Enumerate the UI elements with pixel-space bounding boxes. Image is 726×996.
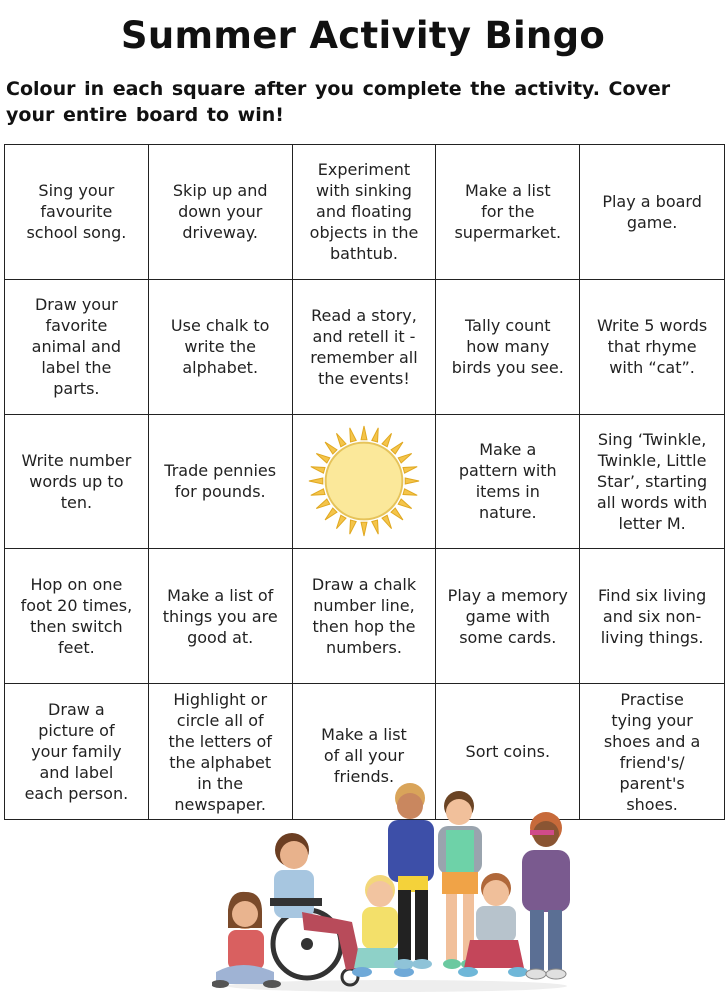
bingo-square[interactable] — [149, 549, 293, 684]
bingo-square[interactable] — [149, 280, 293, 415]
bingo-square[interactable] — [5, 415, 149, 550]
bingo-square[interactable] — [436, 145, 580, 280]
children-group-illustration — [212, 772, 582, 994]
bingo-square[interactable] — [580, 415, 724, 550]
bingo-square[interactable] — [5, 684, 149, 819]
bingo-square-label: Trade pennies for pounds. — [164, 461, 277, 502]
bingo-square-label: Sing your favourite school song. — [26, 181, 127, 243]
bingo-square[interactable] — [580, 684, 724, 819]
sun-ray — [311, 489, 325, 495]
sun-ray — [403, 489, 417, 495]
sun-ray — [372, 428, 378, 442]
bingo-square-label: Experiment with sinking and floating objects in the bathtub. — [309, 160, 419, 264]
bingo-square-label: Write number words up to ten. — [21, 450, 132, 512]
bingo-square[interactable] — [293, 280, 437, 415]
sun-ray — [391, 509, 403, 521]
bingo-board — [4, 144, 725, 820]
sun-ray — [325, 443, 337, 455]
bingo-square[interactable] — [5, 280, 149, 415]
sun-ray — [350, 521, 356, 535]
sun-icon — [305, 422, 423, 540]
bingo-square[interactable] — [293, 145, 437, 280]
sun-ray — [325, 509, 337, 521]
free-space[interactable] — [293, 415, 437, 550]
bingo-square-label: Highlight or circle all of the letters of the alphabet in the newspaper. — [168, 689, 272, 814]
bingo-square[interactable] — [436, 549, 580, 684]
sun-ray — [336, 516, 346, 530]
bingo-square-label: Tally count how many birds you see. — [451, 316, 564, 378]
sun-ray — [405, 479, 419, 485]
bingo-square[interactable] — [293, 549, 437, 684]
bingo-square-label: Make a list of things you are good at. — [162, 585, 278, 647]
bingo-square[interactable] — [149, 145, 293, 280]
bingo-square-label: Draw a chalk number line, then hop the numbers. — [311, 575, 417, 658]
bingo-square[interactable] — [5, 549, 149, 684]
bingo-square-label: Find six living and six non-living things. — [597, 585, 707, 647]
bingo-square-label: Hop on one foot 20 times, then switch feet. — [20, 575, 133, 658]
bingo-square-label: Read a story, and retell it - remember all the events! — [310, 305, 418, 388]
sun-ray — [311, 467, 325, 473]
bingo-square[interactable] — [5, 145, 149, 280]
sun-ray — [361, 426, 367, 440]
sun-ray — [403, 467, 417, 473]
bingo-square[interactable] — [580, 280, 724, 415]
bingo-square[interactable] — [580, 549, 724, 684]
bingo-square-label: Use chalk to write the alphabet. — [170, 316, 270, 378]
bingo-square-label: Make a list for the supermarket. — [454, 181, 562, 243]
bingo-square-label: Write 5 words that rhyme with “cat”. — [596, 316, 708, 378]
bingo-square[interactable] — [149, 415, 293, 550]
bingo-square-label: Draw your favorite animal and label the parts. — [31, 295, 122, 399]
sun-ray — [316, 500, 330, 510]
sun-ray — [350, 428, 356, 442]
sun-ray — [398, 454, 412, 464]
instructions-text: Colour in each square after you complete the activity. Cover your entire board to win! — [6, 78, 671, 126]
sun-ray — [391, 443, 403, 455]
sun-ray — [316, 454, 330, 464]
bingo-square-label: Practise tying your shoes and a friend's/ parent's shoes. — [603, 689, 701, 814]
bingo-square-label: Make a list of all your friends. — [321, 725, 407, 787]
sun-ray — [382, 434, 392, 448]
bingo-square[interactable] — [436, 415, 580, 550]
sun-ray — [382, 516, 392, 530]
bingo-square[interactable] — [580, 145, 724, 280]
sun-ray — [372, 521, 378, 535]
bingo-square-label: Sing ‘Twinkle, Twinkle, Little Star’, starting all words with letter M. — [596, 429, 708, 533]
bingo-square[interactable] — [436, 280, 580, 415]
sun-ray — [361, 523, 367, 537]
sun-ray — [309, 479, 323, 485]
page-title: Summer Activity Bingo — [120, 14, 606, 57]
bingo-square-label: Play a board game. — [602, 191, 702, 232]
sun-ray — [336, 434, 346, 448]
bingo-square-label: Skip up and down your driveway. — [172, 181, 268, 243]
bingo-square-label: Play a memory game with some cards. — [447, 585, 568, 647]
bingo-square-label: Draw a picture of your family and label each person. — [24, 700, 129, 804]
bingo-square-label: Make a pattern with items in nature. — [458, 440, 557, 523]
bingo-square-label: Sort coins. — [465, 742, 551, 762]
sun-ray — [398, 500, 412, 510]
